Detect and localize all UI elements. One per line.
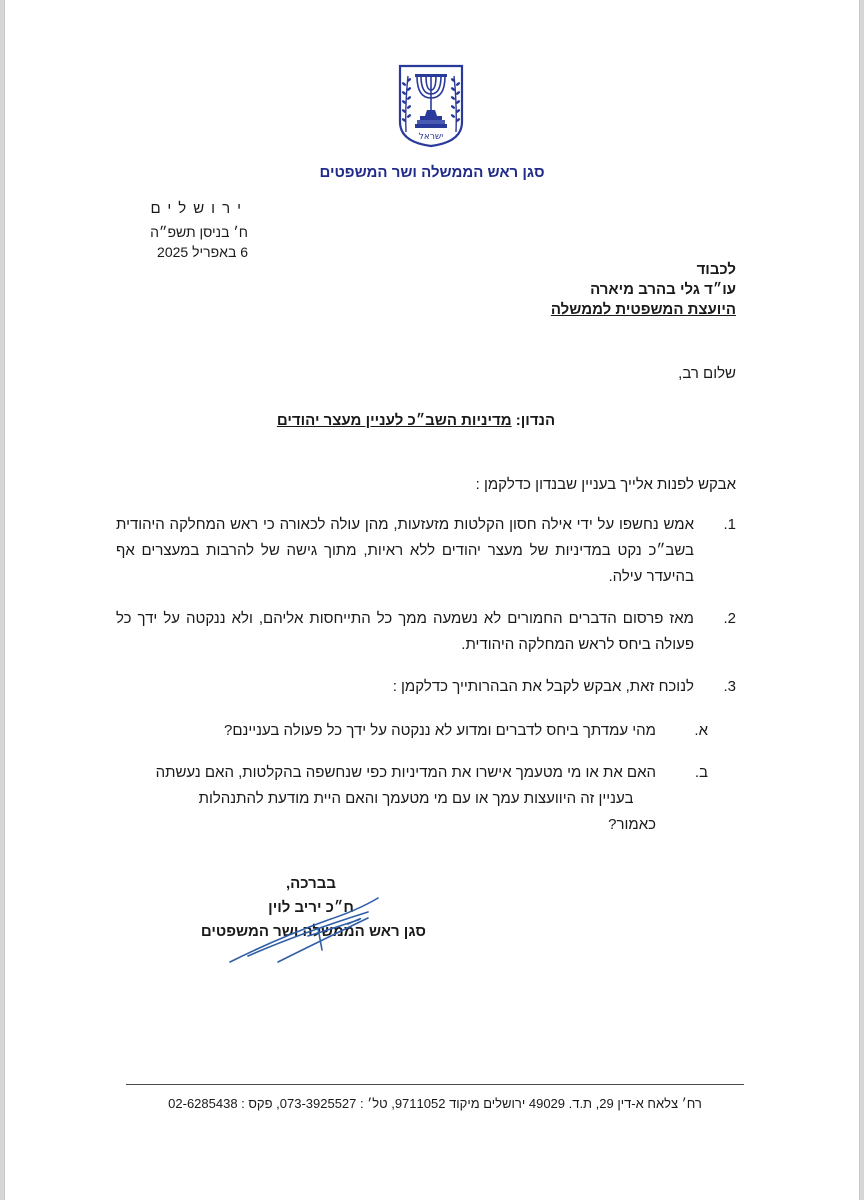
sub-list-item-letter: ב. [694, 764, 708, 781]
sub-list-item-text [116, 760, 656, 838]
list-item-number: 3. [723, 678, 736, 695]
state-of-israel-emblem-icon [397, 64, 465, 148]
addressee-title: היועצת המשפטית לממשלה [550, 301, 736, 318]
addressee-name: עו״ד גלי בהרב מיארה [590, 281, 736, 298]
footer-address: רח׳ צלאח א-דין 29, ת.ד. 49029 ירושלים מיקוד 9711052, טל׳ : 073-3925527, פקס : 02-6285438 [168, 1096, 702, 1111]
list-item-text: לנוכח זאת, אבקש לקבל את הבהרותייך כדלקמן : [392, 678, 694, 695]
sub-list-item-line-2: בעניין זה היוועצות עמך או עם מי מטעמך והאם היית מודעת להתנהלות כאמור? [198, 790, 656, 833]
list-item [116, 512, 736, 590]
footer-divider [126, 1084, 744, 1085]
sub-list-item-letter: א. [694, 722, 708, 739]
page-edge-right [859, 0, 864, 1200]
page-edge-left [0, 0, 5, 1200]
org-title: סגן ראש הממשלה ושר המשפטים [319, 164, 545, 181]
list-item-text: מאז פרסום הדברים החמורים לא נשמעה ממך כל התייחסות אליהם, ולא ננקטה על ידך כל פעולה ביחס לראש המחלקה היהודית. [116, 610, 694, 653]
list-item-number: 2. [723, 610, 736, 627]
handwritten-signature-icon [218, 890, 388, 970]
subject-text: מדיניות השב״כ לעניין מעצר יהודים [276, 412, 512, 429]
list-item-number: 1. [723, 516, 736, 533]
greeting: שלום רב, [678, 365, 736, 382]
addressee-block [436, 260, 736, 320]
sub-list-item [116, 760, 736, 838]
signer-title: סגן ראש הממשלה ושר המשפטים [200, 923, 426, 940]
gregorian-date: 6 באפריל 2025 [157, 244, 248, 260]
closing-regards: בברכה, [285, 875, 336, 892]
list-item [116, 674, 736, 700]
svg-text:ישראל: ישראל [418, 132, 444, 142]
intro-paragraph: אבקש לפנות אלייך בעניין שבנדון כדלקמן : [475, 476, 736, 493]
sub-list-item-text: מהי עמדתך ביחס לדברים ומדוע לא ננקטה על ידך כל פעולה בעניינם? [224, 722, 656, 739]
list-item [116, 606, 736, 658]
list-item-text: אמש נחשפו על ידי אילה חסון הקלטות מזעזעות, מהן עולה לכאורה כי ראש המחלקה היהודית בשב״כ נקט במדיניות של מעצר יהודים ללא ראיות, מתוך גישה של להרבות במעצרים אף בהיעדר עילה. [116, 516, 694, 585]
signer-name: ח״כ יריב לוין [268, 899, 354, 916]
hebrew-date: ח׳ בניסן תשפ״ה [150, 224, 248, 240]
subject-line [200, 412, 632, 429]
sub-list-item-line-1: האם את או מי מטעמך אישרו את המדיניות כפי שנחשפה בהקלטות, האם נעשתה [155, 764, 656, 781]
sub-list-item [116, 718, 736, 744]
subject-label: הנדון: [515, 412, 556, 429]
city: ירושלים [150, 200, 248, 217]
addressee-salutation: לכבוד [696, 261, 736, 278]
